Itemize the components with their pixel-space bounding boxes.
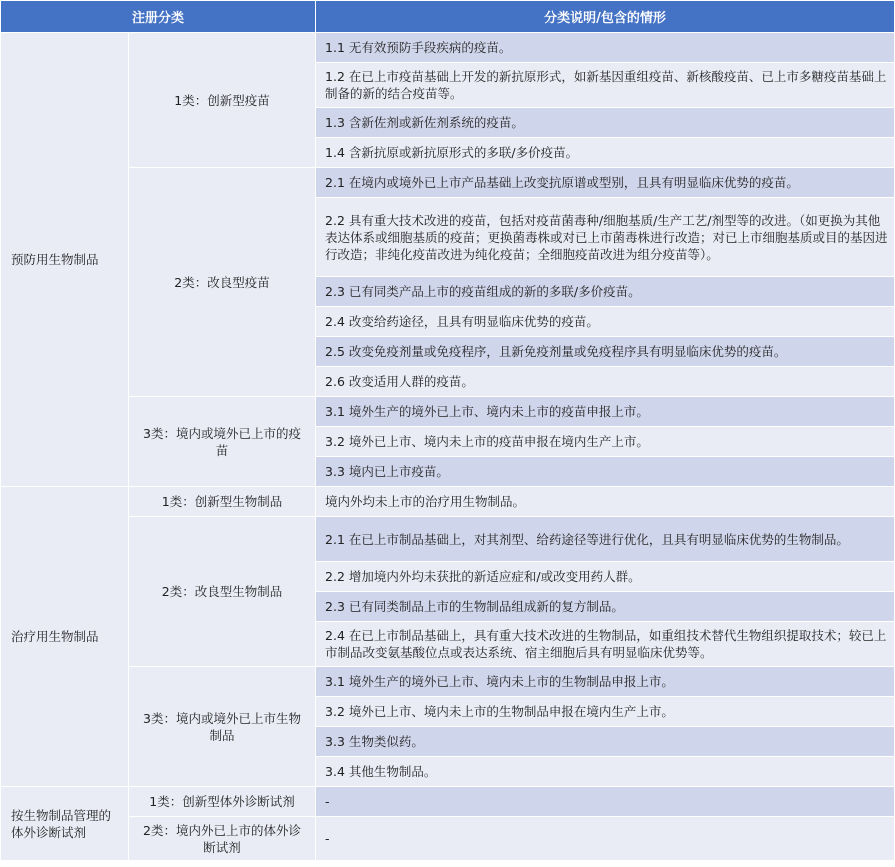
category-cell: 预防用生物制品 <box>1 33 129 487</box>
subclass-cell: 2类：境内外已上市的体外诊断试剂 <box>129 817 316 861</box>
category-cell: 按生物制品管理的体外诊断试剂 <box>1 787 129 861</box>
subclass-cell: 2类：改良型生物制品 <box>129 517 316 667</box>
description-cell: 2.3 已有同类产品上市的疫苗组成的新的多联/多价疫苗。 <box>316 277 895 307</box>
description-cell: 1.2 在已上市疫苗基础上开发的新抗原形式，如新基因重组疫苗、新核酸疫苗、已上市多糖疫苗基础上制备的新的结合疫苗等。 <box>316 63 895 108</box>
description-cell: 2.4 改变给药途径，且具有明显临床优势的疫苗。 <box>316 307 895 337</box>
subclass-cell: 2类：改良型疫苗 <box>129 168 316 397</box>
description-cell: 3.1 境外生产的境外已上市、境内未上市的疫苗申报上市。 <box>316 397 895 427</box>
description-cell: 2.2 具有重大技术改进的疫苗，包括对疫苗菌毒种/细胞基质/生产工艺/剂型等的改进。（如更换为其他表达体系或细胞基质的疫苗；更换菌毒株或对已上市菌毒株进行改造；对已上市细胞基质或目的基因进行改造；非纯化疫苗改进为纯化疫苗；全细胞疫苗改进为组分疫苗等）。 <box>316 198 895 277</box>
header-registration-category: 注册分类 <box>1 1 316 33</box>
description-cell: 1.1 无有效预防手段疾病的疫苗。 <box>316 33 895 63</box>
table-row <box>1 667 895 697</box>
table-row <box>1 787 895 817</box>
category-cell: 治疗用生物制品 <box>1 487 129 787</box>
table-row <box>1 517 895 562</box>
subclass-cell: 1类：创新型疫苗 <box>129 33 316 168</box>
description-cell: 2.1 在境内或境外已上市产品基础上改变抗原谱或型别，且具有明显临床优势的疫苗。 <box>316 168 895 198</box>
description-cell: - <box>316 817 895 861</box>
subclass-cell: 3类：境内或境外已上市的疫苗 <box>129 397 316 487</box>
description-cell: 3.2 境外已上市、境内未上市的生物制品申报在境内生产上市。 <box>316 697 895 727</box>
subclass-cell: 1类：创新型生物制品 <box>129 487 316 517</box>
description-cell: 3.1 境外生产的境外已上市、境内未上市的生物制品申报上市。 <box>316 667 895 697</box>
subclass-cell: 1类：创新型体外诊断试剂 <box>129 787 316 817</box>
description-cell: 3.3 境内已上市疫苗。 <box>316 457 895 487</box>
description-cell: 2.1 在已上市制品基础上，对其剂型、给药途径等进行优化，且具有明显临床优势的生物制品。 <box>316 517 895 562</box>
subclass-cell: 3类：境内或境外已上市生物制品 <box>129 667 316 787</box>
description-cell: 2.3 已有同类制品上市的生物制品组成新的复方制品。 <box>316 592 895 622</box>
table-row <box>1 397 895 427</box>
description-cell: 3.4 其他生物制品。 <box>316 757 895 787</box>
table-row <box>1 33 895 63</box>
description-cell: 3.3 生物类似药。 <box>316 727 895 757</box>
description-cell: 境内外均未上市的治疗用生物制品。 <box>316 487 895 517</box>
description-cell: 3.2 境外已上市、境内未上市的疫苗申报在境内生产上市。 <box>316 427 895 457</box>
description-cell: 2.6 改变适用人群的疫苗。 <box>316 367 895 397</box>
description-cell: 2.2 增加境内外均未获批的新适应症和/或改变用药人群。 <box>316 562 895 592</box>
header-description: 分类说明/包含的情形 <box>316 1 895 33</box>
table-row <box>1 168 895 198</box>
description-cell: 1.3 含新佐剂或新佐剂系统的疫苗。 <box>316 108 895 138</box>
description-cell: 2.5 改变免疫剂量或免疫程序，且新免疫剂量或免疫程序具有明显临床优势的疫苗。 <box>316 337 895 367</box>
header-row <box>1 1 895 33</box>
description-cell: - <box>316 787 895 817</box>
table-row <box>1 817 895 861</box>
description-cell: 2.4 在已上市制品基础上，具有重大技术改进的生物制品，如重组技术替代生物组织提取技术；较已上市制品改变氨基酸位点或表达系统、宿主细胞后具有明显临床优势等。 <box>316 622 895 667</box>
table-row <box>1 487 895 517</box>
description-cell: 1.4 含新抗原或新抗原形式的多联/多价疫苗。 <box>316 138 895 168</box>
